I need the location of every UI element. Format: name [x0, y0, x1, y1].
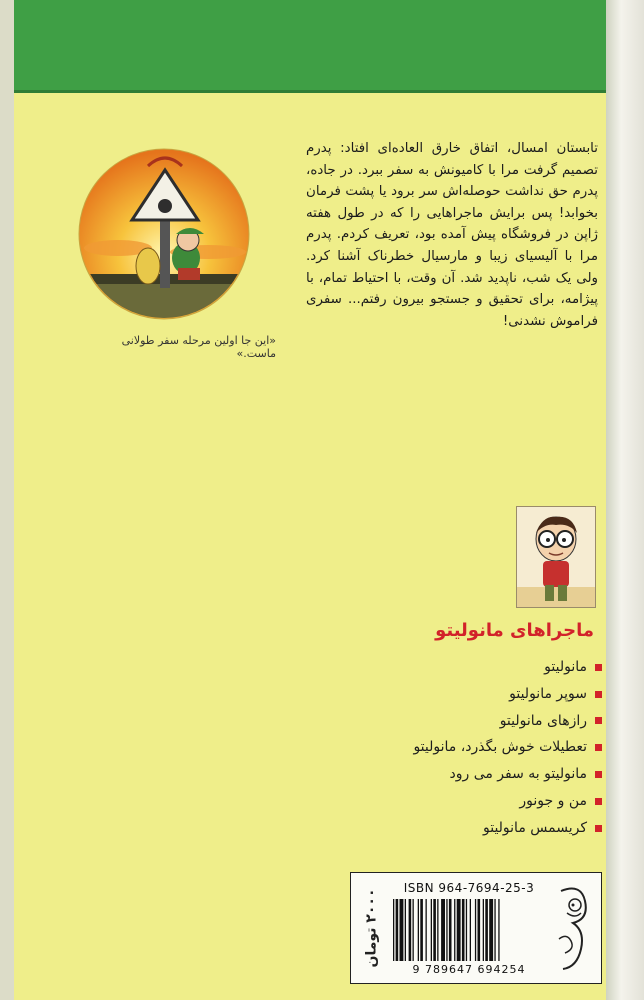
series-book-item — [314, 815, 602, 842]
book-page-edge — [606, 0, 644, 1000]
book-back-cover — [14, 0, 606, 1000]
series-book-item — [314, 761, 602, 788]
series-book-item — [314, 681, 602, 708]
book-left-edge — [0, 0, 14, 1000]
series-book-item — [314, 788, 602, 815]
series-book-label: من و جونور — [519, 792, 587, 809]
series-book-item — [314, 654, 602, 681]
series-book-label: تعطیلات خوش بگذرد، مانولیتو — [413, 739, 587, 756]
series-title: ماجراهای مانولیتو — [435, 620, 594, 641]
bullet-square-icon — [595, 825, 602, 832]
sunset-road-sign-illustration — [78, 148, 250, 320]
bullet-square-icon — [595, 744, 602, 751]
top-green-band — [14, 0, 606, 93]
series-book-label: رازهای مانولیتو — [499, 712, 587, 729]
publisher-logo — [551, 879, 595, 977]
illustration-caption: «این جا اولین مرحله سفر طولانی ماست.» — [121, 334, 276, 360]
price-label — [357, 881, 385, 975]
price-text: ۲۰۰۰ تومان — [363, 888, 380, 968]
bullet-square-icon — [595, 691, 602, 698]
series-book-label: مانولیتو — [544, 659, 587, 675]
series-book-list — [314, 654, 602, 842]
isbn-text: ISBN 964-7694-25-3 — [403, 881, 535, 895]
bullet-square-icon — [595, 664, 602, 671]
series-book-item — [314, 734, 602, 761]
barcode-bars — [391, 899, 547, 961]
manolito-character-illustration — [516, 506, 596, 608]
ean-digits: 9 789647 694254 — [412, 963, 526, 976]
barcode-panel — [350, 872, 602, 984]
series-book-item — [314, 708, 602, 735]
bullet-square-icon — [595, 771, 602, 778]
series-book-label: سوپر مانولیتو — [509, 685, 587, 702]
series-book-label: مانولیتو به سفر می رود — [449, 766, 587, 783]
series-book-label: کریسمس مانولیتو — [482, 819, 587, 836]
bullet-square-icon — [595, 798, 602, 805]
bullet-square-icon — [595, 717, 602, 724]
back-cover-blurb: تابستان امسال، اتفاق خارق العاده‌ای افتاد: پدرم تصمیم گرفت مرا با کامیونش به سفر ببرد. در جاده، پدرم حق نداشت حوصله‌اش سر برود یا پشت فرمان بخوابد! پس برایش ماجراهایی را که در طول هفته ژاپن در فروشگاه پیش آمده بود، تعریف کردم. پدرم مرا با آلیسیای زیبا و مارسیال خطرناک آشنا کرد. ولی یک شب، ناپدید شد. آن وقت، با احتیاط تمام، با پیژامه، برای تحقیق و جستجو بیرون رفتم... سفری فراموش نشدنی! — [306, 141, 598, 329]
